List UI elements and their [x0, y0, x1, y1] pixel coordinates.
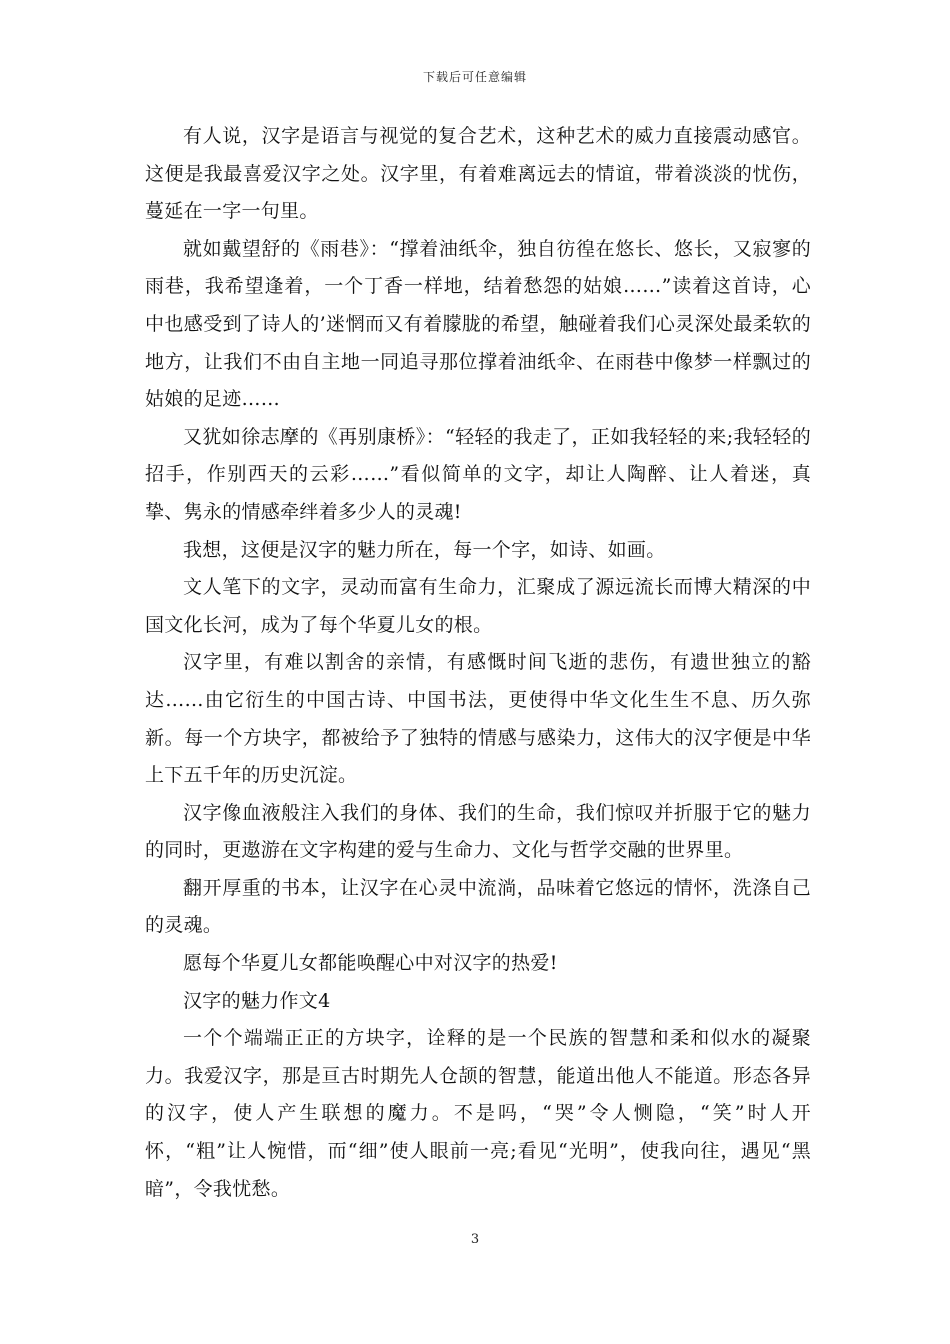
paragraph: 我想，这便是汉字的魅力所在，每一个字，如诗、如画。: [183, 538, 666, 561]
paragraph: 就如戴望舒的《雨巷》：“撑着油纸伞，独自彷徨在悠长、悠长，又寂寥的雨巷，我希望逢着，一个丁香一样地，结着愁怨的姑娘……”读着这首诗，心中也感受到了诗人的’迷惘而又有着朦胧的希望，触碰着我们心灵深处最柔软的地方，让我们不由自主地一同追寻那位撑着油纸伞、在雨巷中像梦一样飘过的姑娘的足迹……: [145, 237, 811, 411]
paragraph: 有人说，汉字是语言与视觉的复合艺术，这种艺术的威力直接震动感官。这便是我最喜爱汉字之处。汉字里，有着难离远去的情谊，带着淡淡的忧伤，蔓延在一字一句里。: [145, 125, 811, 223]
paragraph: 汉字像血液般注入我们的身体、我们的生命，我们惊叹并折服于它的魅力的同时，更遨游在文字构建的爱与生命力、文化与哲学交融的世界里。: [145, 801, 811, 862]
paragraph: 愿每个华夏儿女都能唤醒心中对汉字的热爱!: [183, 952, 558, 975]
page-number: 3: [470, 1232, 480, 1247]
paragraph: 文人笔下的文字，灵动而富有生命力，汇聚成了源远流长而博大精深的中国文化长河，成为了每个华夏儿女的根。: [145, 576, 811, 636]
page-header-note: 下载后可任意编辑: [422, 70, 527, 84]
paragraph: 翻开厚重的书本，让汉字在心灵中流淌，品味着它悠远的情怀，洗涤自己的灵魂。: [145, 876, 811, 937]
document-body: [145, 118, 811, 1208]
paragraph: 一个个端端正正的方块字，诠释的是一个民族的智慧和柔和似水的凝聚力。我爱汉字，那是亘古时期先人仓颉的智慧，能道出他人不能道。形态各异的汉字，使人产生联想的魔力。不是吗，“哭”令人恻隐，“笑”时人开怀，“粗”让人惋惜，而“细”使人眼前一亮;看见“光明”，使我向往，遇见“黑暗”，令我忧愁。: [145, 1027, 811, 1200]
paragraph: 汉字里，有难以割舍的亲情，有感慨时间飞逝的悲伤，有遗世独立的豁达……由它衍生的中国古诗、中国书法，更使得中华文化生生不息、历久弥新。每一个方块字，都被给予了独特的情感与感染力，这伟大的汉字便是中华上下五千年的历史沉淀。: [145, 651, 811, 787]
section-title: 汉字的魅力作文4: [183, 989, 331, 1012]
paragraph: 又犹如徐志摩的《再别康桥》：“轻轻的我走了，正如我轻轻的来;我轻轻的招手，作别西天的云彩……”看似简单的文字，却让人陶醉、让人着迷，真挚、隽永的情感牵绊着多少人的灵魂!: [145, 425, 811, 523]
